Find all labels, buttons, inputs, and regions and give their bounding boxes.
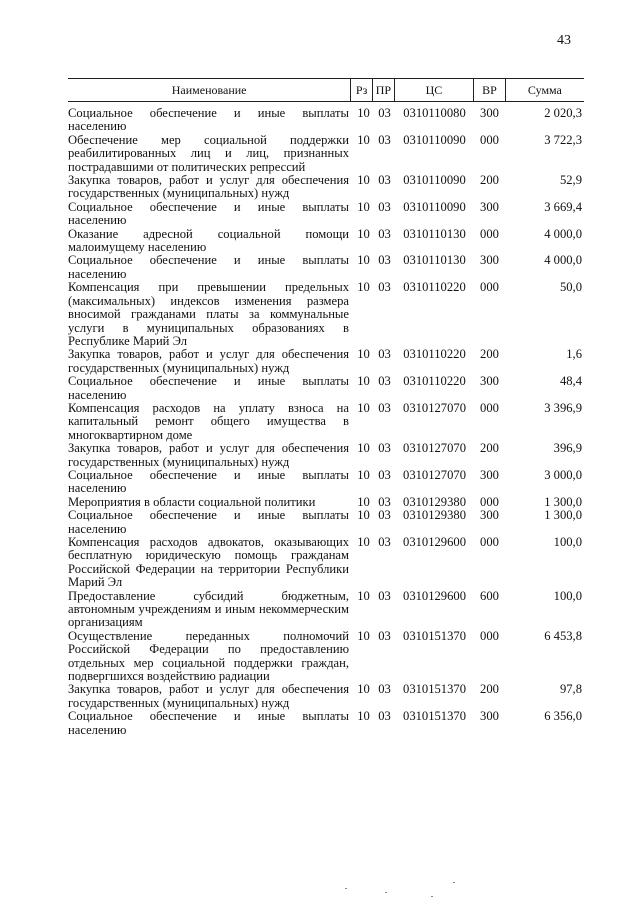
table-row [68,469,584,496]
table-row [68,254,584,281]
row-pr: 03 [378,494,391,509]
row-sum: 48,4 [559,374,582,389]
row-rz: 10 [357,280,370,295]
row-cs: 0310110080 [403,106,466,120]
row-rz: 10 [357,467,370,482]
row-sum: 1 300,0 [544,508,582,523]
row-cs: 0310129380 [403,508,466,523]
row-rz: 10 [357,199,370,214]
row-pr: 03 [378,508,391,523]
row-rz: 10 [357,709,370,724]
row-sum: 52,9 [559,173,582,188]
row-vr: 300 [480,508,499,523]
header-rz: Рз [350,79,372,101]
table-body [68,107,584,737]
row-cs: 0310110130 [403,226,466,241]
table-row [68,536,584,590]
table-row [68,402,584,442]
header-sum: Сумма [505,79,584,101]
row-vr: 300 [480,709,499,724]
row-vr: 200 [480,347,499,362]
row-rz: 10 [357,628,370,643]
row-sum: 4 000,0 [544,226,582,241]
row-sum: 50,0 [559,280,582,295]
row-vr: 000 [480,494,499,509]
row-pr: 03 [378,173,391,188]
row-vr: 300 [480,106,499,120]
row-cs: 0310129600 [403,535,466,549]
row-vr: 200 [480,441,499,456]
row-name: Социальное обеспечение и иные выплаты населению [68,106,349,134]
row-rz: 10 [357,535,370,549]
row-name: Закупка товаров, работ и услуг для обеспечения государственных (муниципальных) нужд [68,173,349,201]
row-rz: 10 [357,588,370,603]
row-cs: 0310110220 [403,374,466,389]
row-pr: 03 [378,132,391,147]
row-pr: 03 [378,106,391,120]
row-vr: 000 [480,280,499,295]
row-vr: 300 [480,374,499,389]
row-vr: 300 [480,199,499,214]
row-cs: 0310151370 [403,682,466,697]
row-cs: 0310110220 [403,347,466,362]
row-name: Компенсация расходов адвокатов, оказывающих бесплатную юридическую помощь гражданам Российской Федерации на территории Республики Марий Эл [68,535,349,590]
row-sum: 3 669,4 [544,199,582,214]
row-rz: 10 [357,106,370,120]
row-pr: 03 [378,535,391,549]
row-name: Обеспечение мер социальной поддержки реабилитированных лиц и лиц, признанных пострадавшими от политических репрессий [68,132,349,174]
table-row [68,442,584,469]
row-rz: 10 [357,253,370,268]
table-row [68,630,584,684]
row-sum: 3 722,3 [544,132,582,147]
row-sum: 100,0 [553,535,582,549]
row-cs: 0310110220 [403,280,466,295]
row-cs: 0310110090 [403,199,466,214]
row-rz: 10 [357,682,370,697]
row-cs: 0310129600 [403,588,466,603]
row-pr: 03 [378,199,391,214]
row-cs: 0310151370 [403,709,466,724]
table-row [68,710,584,737]
row-pr: 03 [378,467,391,482]
row-cs: 0310127070 [403,400,466,415]
table-row [68,375,584,402]
row-vr: 600 [480,588,499,603]
row-pr: 03 [378,226,391,241]
row-name: Осуществление переданных полномочий Российской Федерации по предоставлению отдельных мер социальной поддержки граждан, подвергшихся воздействию радиации [68,628,349,684]
row-name: Социальное обеспечение и иные выплаты населению [68,253,349,281]
row-pr: 03 [378,441,391,456]
row-name: Предоставление субсидий бюджетным, автономным учреждениям и иным некоммерческим организациям [68,588,349,630]
row-name: Закупка товаров, работ и услуг для обеспечения государственных (муниципальных) нужд [68,682,349,710]
row-name: Закупка товаров, работ и услуг для обеспечения государственных (муниципальных) нужд [68,441,349,469]
row-vr: 300 [480,467,499,482]
row-pr: 03 [378,374,391,389]
header-pr: ПР [372,79,394,101]
row-vr: 000 [480,535,499,549]
row-name: Компенсация расходов на уплату взноса на капитальный ремонт общего имущества в многоквартирном доме [68,400,349,442]
table-row [68,107,584,134]
row-rz: 10 [357,173,370,188]
header-cs: ЦС [394,79,473,101]
row-sum: 6 356,0 [544,709,582,724]
row-cs: 0310127070 [403,467,466,482]
page-number: 43 [557,33,571,48]
row-sum: 6 453,8 [544,628,582,643]
row-pr: 03 [378,400,391,415]
table-row [68,496,584,509]
row-name: Социальное обеспечение и иные выплаты населению [68,467,349,496]
row-sum: 1,6 [566,347,582,362]
table-row [68,201,584,228]
table-row [68,281,584,348]
row-sum: 2 020,3 [544,106,582,120]
budget-table [68,78,584,737]
row-sum: 100,0 [553,588,582,603]
row-vr: 200 [480,682,499,697]
header-name: Наименование [171,82,247,97]
row-rz: 10 [357,400,370,415]
row-name: Оказание адресной социальной помощи малоимущему населению [68,226,349,255]
table-row [68,174,584,201]
row-name: Закупка товаров, работ и услуг для обеспечения государственных (муниципальных) нужд [68,347,349,375]
row-name: Компенсация при превышении предельных (максимальных) индексов изменения размера вносимой гражданами платы за коммунальные услуги в муниципальных образованиях в Республике Марий Эл [68,280,349,348]
table-row [68,134,584,174]
row-sum: 1 300,0 [544,494,582,509]
row-rz: 10 [357,374,370,389]
row-name: Социальное обеспечение и иные выплаты населению [68,508,349,536]
row-name: Социальное обеспечение и иные выплаты населению [68,709,349,737]
row-pr: 03 [378,280,391,295]
table-row [68,348,584,375]
row-cs: 0310151370 [403,628,466,643]
row-cs: 0310110130 [403,253,466,268]
row-rz: 10 [357,347,370,362]
row-pr: 03 [378,253,391,268]
row-sum: 4 000,0 [544,253,582,268]
row-rz: 10 [357,441,370,456]
row-vr: 000 [480,132,499,147]
row-vr: 200 [480,173,499,188]
row-pr: 03 [378,628,391,643]
row-sum: 3 396,9 [544,400,582,415]
table-row [68,590,584,630]
row-pr: 03 [378,682,391,697]
table-row [68,683,584,710]
table-header [68,78,584,102]
row-rz: 10 [357,226,370,241]
row-rz: 10 [357,494,370,509]
row-name: Социальное обеспечение и иные выплаты населению [68,199,349,228]
row-vr: 000 [480,226,499,241]
row-pr: 03 [378,709,391,724]
row-cs: 0310129380 [403,494,466,509]
row-cs: 0310110090 [403,132,466,147]
scan-marks [345,870,465,900]
row-vr: 300 [480,253,499,268]
row-sum: 97,8 [559,682,582,697]
row-rz: 10 [357,508,370,523]
row-rz: 10 [357,132,370,147]
row-vr: 000 [480,400,499,415]
row-vr: 000 [480,628,499,643]
table-row [68,228,584,255]
row-cs: 0310127070 [403,441,466,456]
row-name: Социальное обеспечение и иные выплаты населению [68,374,349,402]
row-pr: 03 [378,588,391,603]
table-row [68,509,584,536]
header-vr: ВР [473,79,505,101]
row-sum: 396,9 [553,441,582,456]
row-sum: 3 000,0 [544,467,582,482]
row-name: Мероприятия в области социальной политики [68,494,316,509]
row-pr: 03 [378,347,391,362]
row-cs: 0310110090 [403,173,466,188]
